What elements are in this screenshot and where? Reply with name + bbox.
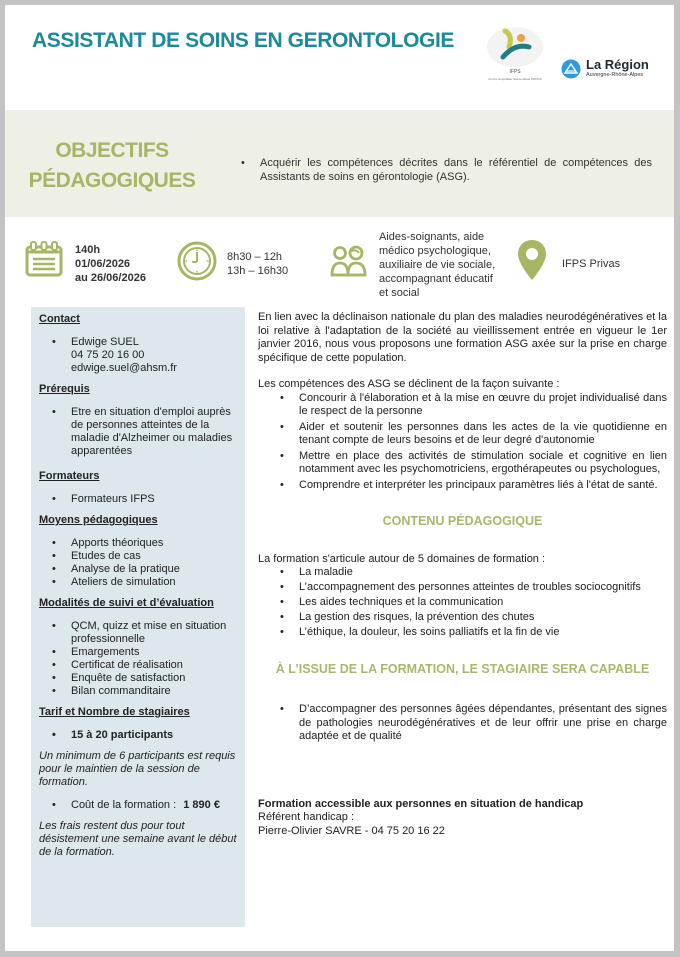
- evaluation-item: • Enquête de satisfaction: [39, 672, 237, 685]
- objectives-title-line2: PÉDAGOGIQUES: [28, 169, 196, 192]
- competences-intro: Les compétences des ASG se déclinent de la façon suivante :: [258, 378, 560, 390]
- objective-item: • Acquérir les compétences décrites dans le référentiel de compétences des Assistants de soins en gérontologie (ASG).: [238, 156, 652, 184]
- evaluation-item: • Certificat de réalisation: [39, 659, 237, 672]
- intro-paragraph: En lien avec la déclinaison nationale du plan des maladies neurodégénératives et la loi relative à l'adaptation de la société au vieillissement entrée en vigueur le 1er janvier 2016, nous vous proposons une formation ASG axée sur la prise en charge spécifique de cette population.: [258, 311, 667, 364]
- content-intro: La formation s'articule autour de 5 domaines de formation :: [258, 552, 546, 565]
- region-logo-icon: [561, 59, 581, 79]
- participants-count: • 15 à 20 participants: [39, 729, 237, 742]
- document-title: ASSISTANT DE SOINS EN GERONTOLOGIE: [32, 29, 455, 52]
- outcome-item: • D’accompagner des personnes âgées dépendantes, présentant des signes de pathologies neurodégénératives et de leur offrir une prise en charge adaptée et de qualité: [258, 703, 667, 744]
- cost-value: 1 890 €: [183, 799, 220, 811]
- objectives-title-line1: OBJECTIFS: [55, 139, 169, 162]
- date-end: au 26/06/2026: [75, 272, 146, 284]
- method-item: • Analyse de la pratique: [39, 563, 237, 576]
- location-pin-icon: [517, 239, 547, 281]
- prerequisite-item: • Etre en situation d'emploi auprès de personnes atteintes de la maladie d'Alzheimer ou maladies apparentées: [39, 406, 237, 458]
- cost-list: [39, 799, 237, 812]
- content-item: • La gestion des risques, la prévention des chutes: [258, 611, 667, 625]
- objectives-title: [27, 136, 197, 196]
- info-row: [5, 225, 674, 300]
- competence-item: • Comprendre et interpréter les principaux paramètres liés à l'état de santé.: [258, 479, 667, 493]
- fees-note: Les frais restent dus pour tout désistement une semaine avant le début de la formation.: [39, 820, 237, 858]
- target-audience: [379, 230, 495, 300]
- method-item: • Etudes de cas: [39, 550, 237, 563]
- contact-email[interactable]: edwige.suel@ahsm.fr: [71, 362, 177, 374]
- outcome-list: [258, 703, 667, 744]
- trainers-heading: Formateurs: [39, 470, 100, 482]
- evaluation-item: • Bilan commanditaire: [39, 685, 237, 698]
- calendar-icon: [25, 241, 63, 277]
- region-logo-name: La Région: [586, 57, 649, 72]
- participants-list: [39, 729, 237, 742]
- content-item: • L’éthique, la douleur, les soins palliatifs et la fin de vie: [258, 626, 667, 640]
- contact-item: [39, 336, 237, 375]
- schedule: [227, 250, 288, 278]
- accessibility-statement: Formation accessible aux personnes en situation de handicap: [258, 797, 584, 810]
- competence-item: • Aider et soutenir les personnes dans les actes de la vie quotidienne en tenant compte de leurs besoins et de leur degré d'autonomie: [258, 421, 667, 448]
- region-logo: [561, 57, 661, 83]
- pricing-heading: Tarif et Nombre de stagiaires: [39, 706, 190, 718]
- document-page: [5, 5, 674, 951]
- ifps-logo: [483, 25, 547, 95]
- objectives-band: [5, 110, 674, 217]
- clock-icon: [177, 241, 217, 281]
- methods-list: [39, 537, 237, 589]
- audience-line: Aides-soignants, aide: [379, 231, 485, 243]
- cost-item: [39, 799, 237, 812]
- ifps-logo-subtitle: Centre Hospitalier Sainte-Marie PRIVAS: [488, 77, 542, 81]
- audience-line: auxiliaire de vie sociale,: [379, 259, 496, 271]
- ifps-logo-name: IFPS: [509, 69, 521, 75]
- competence-item: • Mettre en place des activités de stimulation sociale et cognitive en lien notamment avec les psychomotriciens, ergothérapeutes ou psychologues,: [258, 450, 667, 477]
- method-item: • Ateliers de simulation: [39, 576, 237, 589]
- competence-item: • Concourir à l'élaboration et à la mise en œuvre du projet individualisé dans le respect de la personne: [258, 392, 667, 419]
- people-icon: [330, 245, 368, 277]
- content-item: • L’accompagnement des personnes atteintes de troubles sociocognitifs: [258, 581, 667, 595]
- sidebar: [31, 307, 245, 927]
- referent-contact: Pierre-Olivier SAVRE - 04 75 20 16 22: [258, 824, 445, 837]
- contact-phone: 04 75 20 16 00: [71, 349, 145, 361]
- trainer-item: • Formateurs IFPS: [39, 493, 237, 506]
- content-item: • La maladie: [258, 566, 667, 580]
- evaluation-heading: Modalités de suivi et d’évaluation: [39, 597, 214, 609]
- evaluation-item: • Emargements: [39, 646, 237, 659]
- evaluation-item: • QCM, quizz et mise en situation professionnelle: [39, 620, 237, 646]
- content-item: • Les aides techniques et la communication: [258, 596, 667, 610]
- minimum-participants-note: Un minimum de 6 participants est requis pour le maintien de la session de formation.: [39, 750, 236, 788]
- audience-line: accompagnant éducatif: [379, 273, 493, 285]
- contact-heading: Contact: [39, 313, 80, 325]
- prerequisites-heading: Prérequis: [39, 383, 90, 395]
- trainers-list: [39, 493, 237, 506]
- outcome-title: À L’ISSUE DE LA FORMATION, LE STAGIAIRE SERA CAPABLE: [275, 661, 650, 676]
- cost-label: Coût de la formation :: [71, 799, 177, 811]
- date-start: 01/06/2026: [75, 258, 131, 270]
- hours-morning: 8h30 – 12h: [227, 251, 283, 263]
- duration: 140h: [75, 244, 101, 256]
- contact-list: [39, 336, 237, 375]
- prerequisites-list: [39, 406, 237, 458]
- location: IFPS Privas: [562, 258, 621, 270]
- method-item: • Apports théoriques: [39, 537, 237, 550]
- evaluation-list: [39, 620, 237, 698]
- competences-list: [258, 392, 667, 493]
- hours-afternoon: 13h – 16h30: [227, 265, 289, 277]
- ifps-logo-mark: [483, 25, 547, 69]
- region-logo-subtitle: Auvergne-Rhône-Alpes: [586, 72, 644, 78]
- main-content: [258, 311, 667, 838]
- audience-line: médico psychologique,: [379, 245, 491, 257]
- referent-label: Référent handicap :: [258, 811, 355, 823]
- contact-name: • Edwige SUEL: [71, 336, 139, 348]
- objectives-list: [238, 156, 652, 184]
- duration-dates: [75, 243, 146, 285]
- content-list: [258, 566, 667, 640]
- content-title: CONTENU PÉDAGOGIQUE: [382, 514, 543, 528]
- audience-line: et social: [379, 287, 420, 299]
- methods-heading: Moyens pédagogiques: [39, 514, 158, 526]
